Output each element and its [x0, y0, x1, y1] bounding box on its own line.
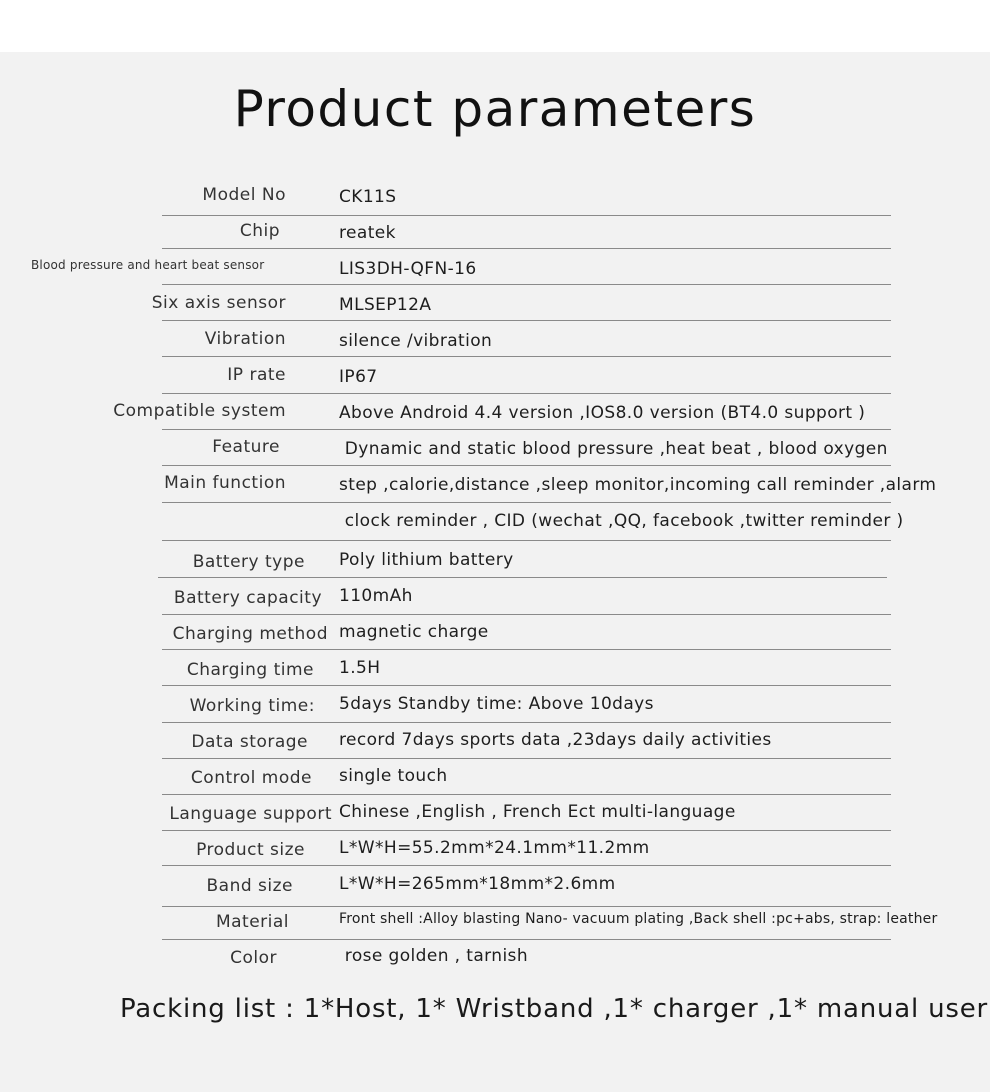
param-label: Material — [215, 912, 289, 932]
param-label: Battery capacity — [173, 588, 322, 608]
param-label: Color — [230, 948, 277, 968]
param-value: Front shell :Alloy blasting Nano- vacuum plating ,Back shell :pc+abs, strap: leather — [339, 911, 938, 927]
param-label: Six axis sensor — [151, 293, 286, 313]
param-value: silence /vibration — [339, 331, 493, 351]
row-divider — [162, 722, 891, 723]
param-label: Charging time — [186, 660, 314, 680]
param-value: Chinese ,English , French Ect multi-language — [339, 802, 736, 822]
row-divider — [162, 865, 891, 866]
row-divider — [162, 906, 891, 907]
row-divider — [162, 248, 891, 249]
param-value: record 7days sports data ,23days daily activities — [339, 730, 772, 750]
row-divider — [162, 758, 891, 759]
param-value: L*W*H=265mm*18mm*2.6mm — [339, 874, 616, 894]
row-divider — [162, 356, 891, 357]
param-value: L*W*H=55.2mm*24.1mm*11.2mm — [339, 838, 650, 858]
row-divider — [162, 649, 891, 650]
param-value: Above Android 4.4 version ,IOS8.0 version (BT4.0 support ) — [339, 403, 866, 423]
row-divider — [162, 320, 891, 321]
param-label: Feature — [212, 437, 280, 457]
content-panel — [0, 52, 990, 1092]
param-label: Data storage — [191, 732, 308, 752]
row-divider — [162, 685, 891, 686]
param-value: clock reminder , CID (wechat ,QQ, facebook ,twitter reminder ) — [339, 511, 904, 531]
param-value: single touch — [339, 766, 448, 786]
param-label: Compatible system — [113, 401, 286, 421]
row-divider — [162, 939, 891, 940]
param-value: Dynamic and static blood pressure ,heat beat , blood oxygen — [339, 439, 888, 459]
param-value: LIS3DH-QFN-16 — [339, 259, 477, 279]
param-value: rose golden , tarnish — [339, 946, 528, 966]
param-value: 5days Standby time: Above 10days — [339, 694, 654, 714]
param-value: MLSEP12A — [339, 295, 432, 315]
row-divider — [162, 794, 891, 795]
param-value: step ,calorie,distance ,sleep monitor,incoming call reminder ,alarm — [339, 475, 937, 495]
row-divider — [162, 502, 891, 503]
param-label: Working time: — [189, 696, 315, 716]
param-value: IP67 — [339, 367, 378, 387]
row-divider — [162, 215, 891, 216]
param-label: Main function — [164, 473, 286, 493]
param-value: magnetic charge — [339, 622, 489, 642]
param-label: Chip — [239, 221, 280, 241]
param-label: Battery type — [192, 552, 305, 572]
row-divider — [162, 284, 891, 285]
param-label: IP rate — [227, 365, 286, 385]
row-divider — [162, 393, 891, 394]
param-value: reatek — [339, 223, 396, 243]
row-divider — [162, 429, 891, 430]
packing-list: Packing list : 1*Host, 1* Wristband ,1* charger ,1* manual user — [120, 994, 988, 1024]
param-label: Vibration — [204, 329, 286, 349]
param-label: Language support — [169, 804, 332, 824]
param-value: 1.5H — [339, 658, 381, 678]
param-label: Control mode — [190, 768, 312, 788]
param-value: 110mAh — [339, 586, 413, 606]
param-value: CK11S — [339, 187, 397, 207]
param-label: Band size — [206, 876, 293, 896]
row-divider — [162, 540, 891, 541]
param-label: Blood pressure and heart beat sensor — [31, 258, 265, 272]
row-divider — [162, 465, 891, 466]
param-label: Charging method — [172, 624, 328, 644]
row-divider — [162, 830, 891, 831]
param-value: Poly lithium battery — [339, 550, 514, 570]
row-divider — [162, 614, 891, 615]
page-title: Product parameters — [233, 80, 757, 138]
row-divider — [158, 577, 887, 578]
param-label: Product size — [196, 840, 305, 860]
param-label: Model No — [202, 185, 286, 205]
